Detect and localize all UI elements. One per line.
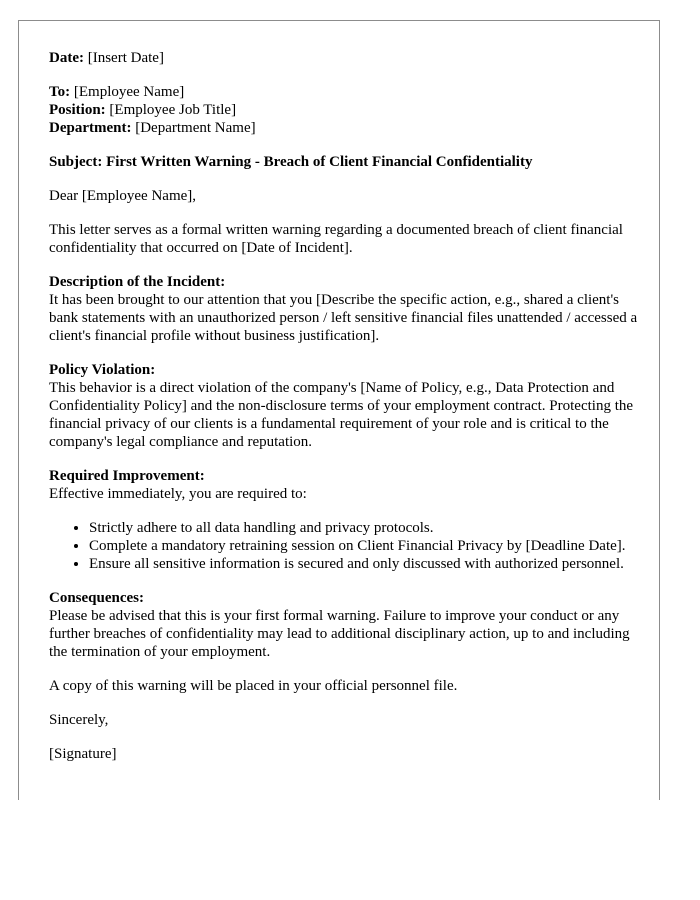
- date-line: [49, 49, 645, 67]
- department-line: [49, 119, 645, 137]
- closing: Sincerely,: [49, 712, 109, 728]
- to-value: [Employee Name]: [70, 84, 185, 100]
- department-label: Department:: [49, 120, 132, 136]
- improvement-section: [49, 467, 645, 573]
- violation-section: [49, 361, 645, 451]
- improvement-heading: Required Improvement:: [49, 468, 205, 484]
- date-label: Date:: [49, 50, 84, 66]
- consequences-text: Please be advised that this is your first formal warning. Failure to improve your conduct or any further breaches of confidentiality may lead to additional disciplinary action, up to and including the termination of your employment.: [49, 608, 630, 660]
- list-item: • Strictly adhere to all data handling and privacy protocols.: [89, 519, 645, 537]
- incident-text: It has been brought to our attention that you [Describe the specific action, e.g., shared a client's bank statements with an unauthorized person / left sensitive financial files unattended / accessed a client's financial profile without business justification].: [49, 292, 638, 344]
- position-label: Position:: [49, 102, 106, 118]
- salutation: Dear [Employee Name],: [49, 188, 197, 204]
- letter-page: [18, 20, 660, 800]
- to-line: [49, 83, 645, 101]
- violation-text: This behavior is a direct violation of the company's [Name of Policy, e.g., Data Protection and Confidentiality Policy] and the non-disclosure terms of your employment contract. Protecting the financial privacy of our clients is a fundamental requirement of your role and is critical to the company's legal compliance and reputation.: [49, 380, 634, 450]
- department-value: [Department Name]: [131, 120, 256, 136]
- to-label: To:: [49, 84, 71, 100]
- incident-section: [49, 273, 645, 345]
- date-value: [Insert Date]: [83, 50, 164, 66]
- letter-body: [49, 49, 645, 779]
- improvement-text: Effective immediately, you are required to:: [49, 486, 307, 502]
- violation-heading: Policy Violation:: [49, 362, 156, 378]
- incident-heading: Description of the Incident:: [49, 274, 226, 290]
- intro-paragraph: This letter serves as a formal written warning regarding a documented breach of client financial confidentiality that occurred on [Date of Incident].: [49, 222, 623, 256]
- position-value: [Employee Job Title]: [105, 102, 237, 118]
- subject-line: Subject: First Written Warning - Breach of Client Financial Confidentiality: [49, 154, 533, 170]
- file-note: A copy of this warning will be placed in your official personnel file.: [49, 678, 458, 694]
- consequences-heading: Consequences:: [49, 590, 145, 606]
- recipient-block: [49, 83, 645, 137]
- improvement-list: [49, 519, 645, 573]
- list-item: • Complete a mandatory retraining session on Client Financial Privacy by [Deadline Date].: [89, 537, 645, 555]
- signature: [Signature]: [49, 746, 117, 762]
- position-line: [49, 101, 645, 119]
- consequences-section: [49, 589, 645, 661]
- list-item: • Ensure all sensitive information is secured and only discussed with authorized personnel.: [89, 555, 645, 573]
